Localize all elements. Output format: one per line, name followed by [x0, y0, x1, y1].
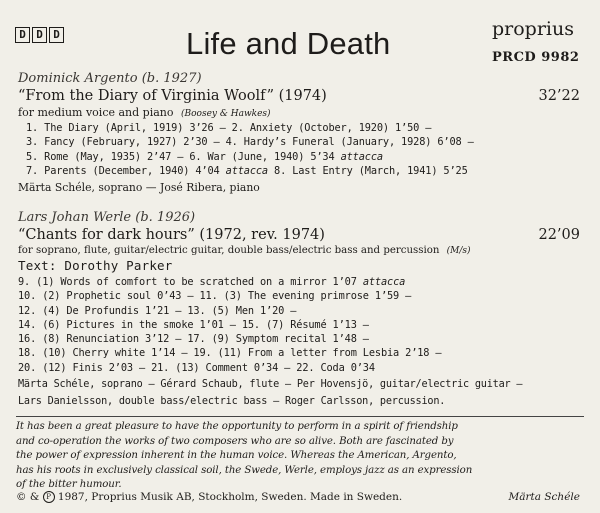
track-line — [26, 121, 584, 135]
track-line — [18, 304, 584, 318]
notes-line: and co-operation the works of two composers who are so alive. Both are fascinated by — [16, 435, 454, 447]
performers: Märta Schéle, soprano — José Ribera, piano — [18, 181, 260, 195]
track-text: 10. (2) Prophetic soul 0’43 — 11. (3) The evening primrose 1’59 — — [18, 290, 412, 303]
track-line — [26, 150, 584, 164]
work-duration: 22’09 — [538, 227, 580, 243]
divider — [16, 416, 584, 417]
work-scoring — [18, 106, 584, 119]
track-line — [26, 135, 584, 149]
track-text: 3. Fancy (February, 1927) 2’30 — 4. Hardy’s Funeral (January, 1928) 6’08 — — [26, 136, 474, 149]
work-title: “From the Diary of Virginia Woolf” (1974) — [18, 88, 327, 104]
catalog-number: PRCD 9982 — [492, 50, 580, 65]
work-heading — [18, 88, 584, 104]
work-heading — [18, 227, 584, 243]
work-title: “Chants for dark hours” (1972, rev. 1974) — [18, 227, 325, 243]
track-line — [18, 318, 584, 332]
ddd-letter: D — [49, 27, 64, 43]
ddd-letter: D — [32, 27, 47, 43]
track-text: 18. (10) Cherry white 1’14 — 19. (11) From a letter from Lesbia 2’18 — — [18, 347, 442, 360]
track-list — [18, 121, 584, 178]
notes-signature: Märta Schéle — [508, 491, 580, 503]
ddd-letter: D — [15, 27, 30, 43]
track-text: 9. (1) Words of comfort to be scratched on a mirror 1’07 — [18, 276, 357, 288]
composer-name: Dominick Argento (b. 1927) — [18, 71, 202, 86]
track-line — [26, 164, 584, 178]
scoring-text: for medium voice and piano — [18, 106, 174, 119]
liner-notes — [16, 420, 586, 493]
track-direction: attacca — [225, 164, 268, 177]
copyright-text: 1987, Proprius Musik AB, Stockholm, Sweden. Made in Sweden. — [57, 491, 403, 503]
copyright-footer — [16, 491, 584, 503]
track-text: 1. The Diary (April, 1919) 3’26 — 2. Anxiety (October, 1920) 1’50 — — [26, 122, 432, 134]
notes-line: of the bitter humour. — [16, 479, 122, 491]
publisher: (M/s) — [446, 246, 471, 256]
track-direction: attacca — [362, 276, 406, 288]
track-line — [18, 289, 584, 303]
performers: Märta Schéle, soprano — Gérard Schaub, flute — Per Hovensjö, guitar/electric guitar — — [18, 379, 523, 391]
notes-line: has his roots in exclusively classical soil, the Swede, Werle, employs jazz as an expression — [16, 464, 473, 476]
record-label: proprius — [492, 18, 574, 40]
track-text: 12. (4) De Profundis 1’21 — 13. (5) Men 1’20 — — [18, 304, 297, 317]
track-text: 14. (6) Pictures in the smoke 1’01 — 15. (7) Résumé 1’13 — — [18, 318, 369, 331]
performers: Lars Danielsson, double bass/electric bass — Roger Carlsson, percussion. — [18, 396, 446, 408]
copyright-symbol: © — [16, 491, 27, 503]
track-line — [18, 346, 584, 360]
scoring-text: for soprano, flute, guitar/electric guitar, double bass/electric bass and percussion — [18, 245, 440, 256]
track-text: 7. Parents (December, 1940) 4’04 — [26, 164, 220, 177]
track-line — [18, 361, 584, 375]
track-text: 5. Rome (May, 1935) 2’47 — 6. War (June, 1940) 5’34 — [26, 150, 335, 163]
work-scoring — [18, 245, 584, 256]
ddd-code — [15, 27, 64, 43]
ampersand: & — [29, 491, 40, 503]
composer-name: Lars Johan Werle (b. 1926) — [18, 210, 196, 225]
work-duration: 32’22 — [538, 88, 580, 104]
track-text: 20. (12) Finis 2’03 — 21. (13) Comment 0’34 — 22. Coda 0’34 — [18, 361, 375, 374]
publisher: (Boosey & Hawkes) — [181, 109, 271, 119]
text-author: Text: Dorothy Parker — [18, 258, 173, 273]
track-text: 8. Last Entry (March, 1941) 5’25 — [268, 164, 468, 177]
phonogram-icon: P — [43, 491, 55, 503]
track-list — [18, 275, 584, 375]
notes-line: It has been a great pleasure to have the opportunity to perform in a spirit of friendship — [16, 421, 458, 432]
notes-line: the power of expression inherent in the human voice. Whereas the American, Argento, — [16, 450, 457, 462]
work-werle — [18, 210, 584, 409]
track-direction: attacca — [340, 150, 383, 163]
work-argento — [18, 71, 584, 195]
track-text: 16. (8) Renunciation 3’12 — 17. (9) Symptom recital 1’48 — — [18, 333, 369, 346]
album-title: Life and Death — [186, 26, 391, 61]
track-line — [18, 275, 584, 289]
track-line — [18, 332, 584, 346]
